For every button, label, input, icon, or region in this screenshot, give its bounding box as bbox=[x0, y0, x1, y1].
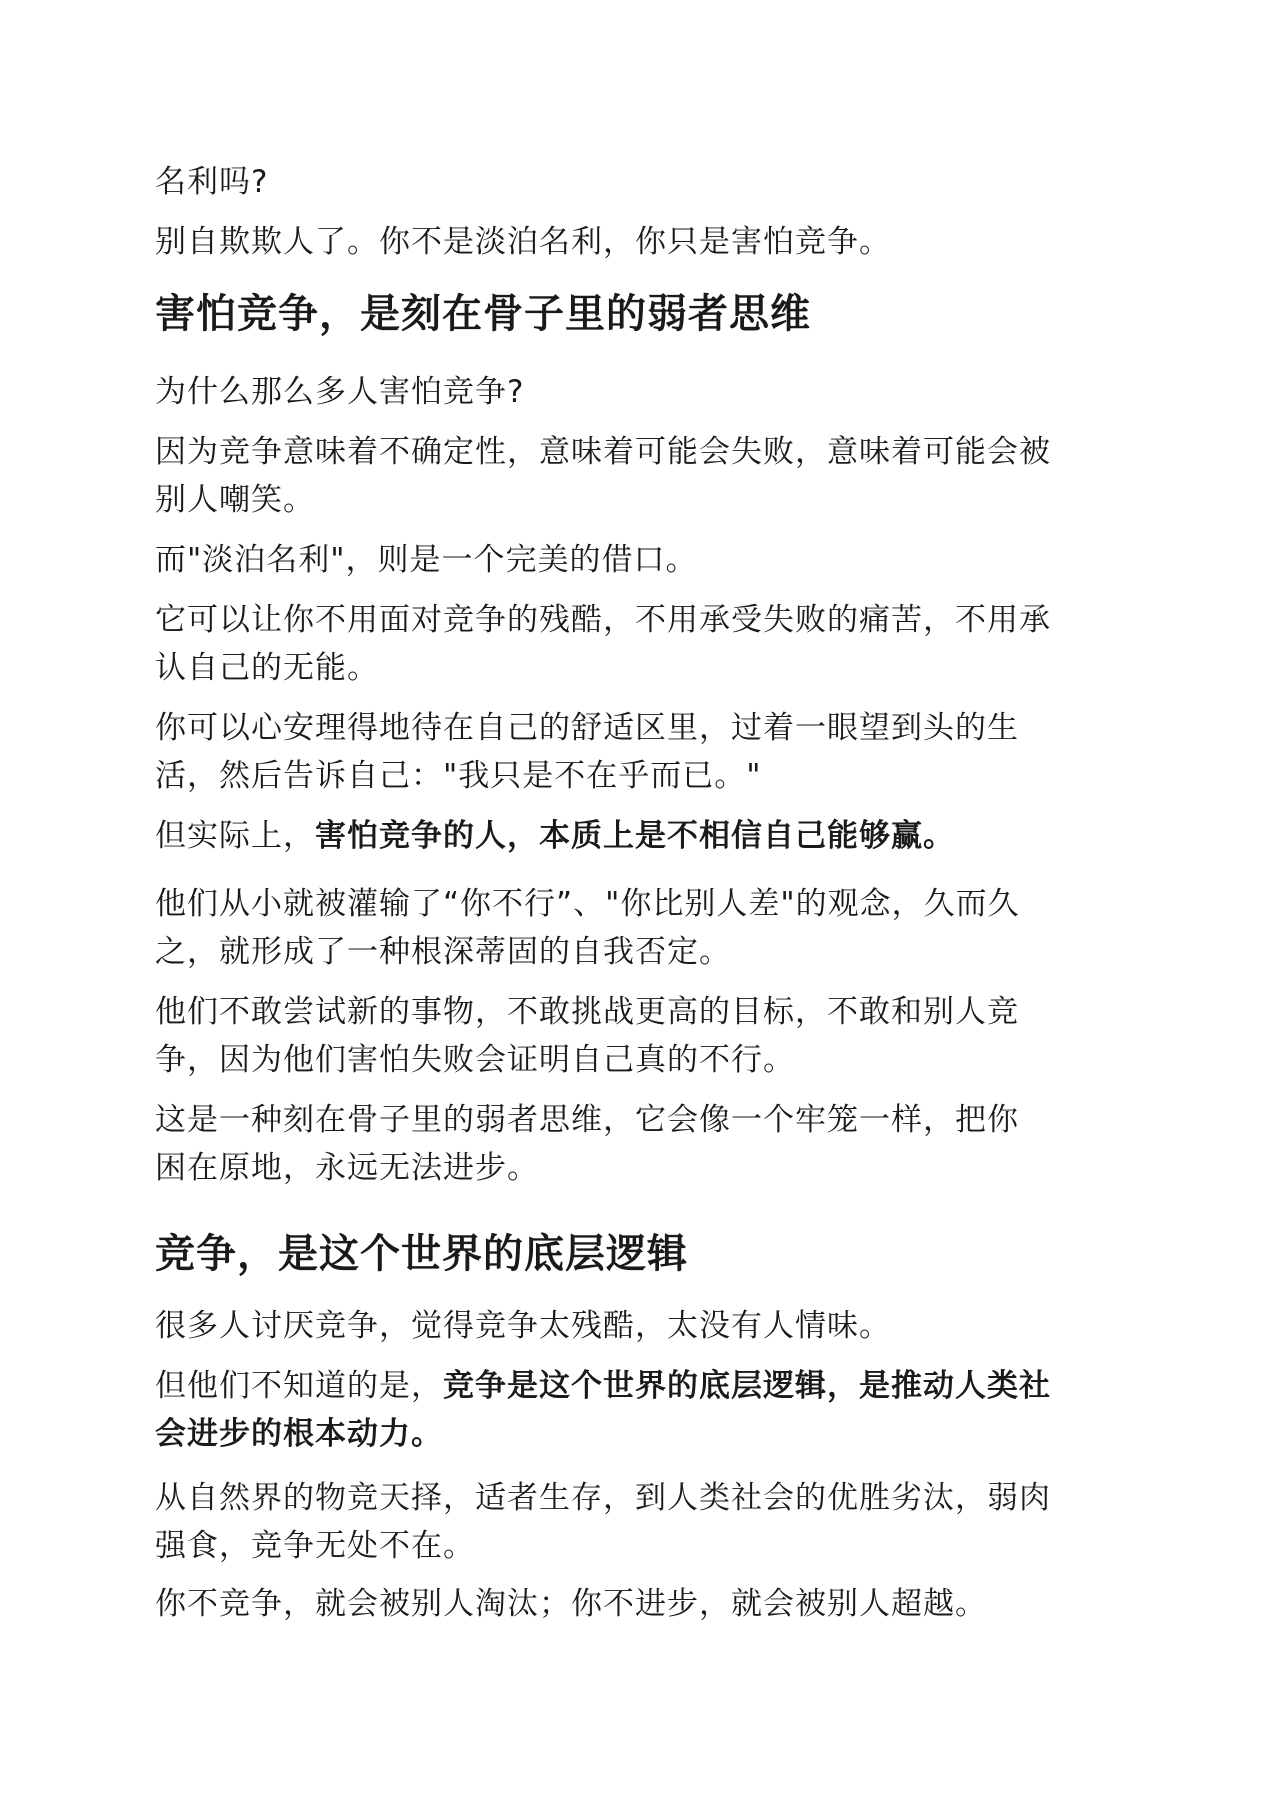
paragraph bbox=[155, 1302, 1120, 1350]
paragraph bbox=[155, 988, 1120, 1084]
paragraph-line: 困在原地，永远无法进步。 bbox=[155, 1150, 539, 1186]
paragraph bbox=[155, 428, 1120, 524]
paragraph-prefix: 但他们不知道的是， bbox=[155, 1368, 443, 1404]
paragraph bbox=[155, 1474, 1120, 1570]
document-page bbox=[155, 0, 1120, 1800]
paragraph-line: 它可以让你不用面对竞争的残酷，不用承受失败的痛苦，不用承 bbox=[155, 602, 1051, 638]
paragraph bbox=[155, 704, 1120, 800]
paragraph-line: 他们从小就被灌输了“你不行”、"你比别人差"的观念，久而久 bbox=[155, 886, 1020, 922]
paragraph-text: 别自欺欺人了。你不是淡泊名利，你只是害怕竞争。 bbox=[155, 224, 891, 260]
emphasis-text: 竞争是这个世界的底层逻辑，是推动人类社 bbox=[443, 1368, 1051, 1404]
paragraph-line bbox=[155, 1362, 1120, 1410]
paragraph-line: 因为竞争意味着不确定性，意味着可能会失败，意味着可能会被 bbox=[155, 434, 1051, 470]
paragraph-prefix: 但实际上， bbox=[155, 818, 315, 854]
paragraph-text: 很多人讨厌竞争，觉得竞争太残酷，太没有人情味。 bbox=[155, 1308, 891, 1344]
paragraph bbox=[155, 812, 1120, 860]
heading-text: 害怕竞争，是刻在骨子里的弱者思维 bbox=[155, 291, 811, 337]
paragraph bbox=[155, 596, 1120, 692]
paragraph bbox=[155, 1580, 1120, 1628]
paragraph bbox=[155, 218, 1120, 266]
paragraph-line: 这是一种刻在骨子里的弱者思维，它会像一个牢笼一样，把你 bbox=[155, 1102, 1019, 1138]
emphasis-text: 害怕竞争的人，本质上是不相信自己能够赢。 bbox=[315, 818, 955, 854]
paragraph-line: 争，因为他们害怕失败会证明自己真的不行。 bbox=[155, 1042, 795, 1078]
paragraph bbox=[155, 536, 1120, 584]
paragraph-line: 活，然后告诉自己："我只是不在乎而已。" bbox=[155, 758, 762, 794]
paragraph bbox=[155, 1096, 1120, 1192]
paragraph bbox=[155, 158, 1120, 206]
paragraph-text: 名利吗? bbox=[155, 164, 269, 200]
paragraph bbox=[155, 880, 1120, 976]
section-heading bbox=[155, 286, 1120, 342]
emphasis-text: 会进步的根本动力。 bbox=[155, 1416, 443, 1452]
paragraph bbox=[155, 1362, 1120, 1458]
paragraph-text: 而"淡泊名利"，则是一个完美的借口。 bbox=[155, 542, 698, 578]
paragraph-line: 别人嘲笑。 bbox=[155, 482, 315, 518]
paragraph-text: 你不竞争，就会被别人淘汰；你不进步，就会被别人超越。 bbox=[155, 1586, 987, 1622]
paragraph-line: 强食，竞争无处不在。 bbox=[155, 1528, 475, 1564]
paragraph-line: 从自然界的物竞天择，适者生存，到人类社会的优胜劣汰，弱肉 bbox=[155, 1480, 1051, 1516]
section-heading bbox=[155, 1226, 1120, 1282]
paragraph-text: 为什么那么多人害怕竞争? bbox=[155, 374, 525, 410]
paragraph-line: 之，就形成了一种根深蒂固的自我否定。 bbox=[155, 934, 731, 970]
paragraph-line: 他们不敢尝试新的事物，不敢挑战更高的目标，不敢和别人竞 bbox=[155, 994, 1019, 1030]
paragraph bbox=[155, 368, 1120, 416]
paragraph-line: 你可以心安理得地待在自己的舒适区里，过着一眼望到头的生 bbox=[155, 710, 1019, 746]
heading-text: 竞争，是这个世界的底层逻辑 bbox=[155, 1231, 688, 1277]
paragraph-line: 认自己的无能。 bbox=[155, 650, 379, 686]
